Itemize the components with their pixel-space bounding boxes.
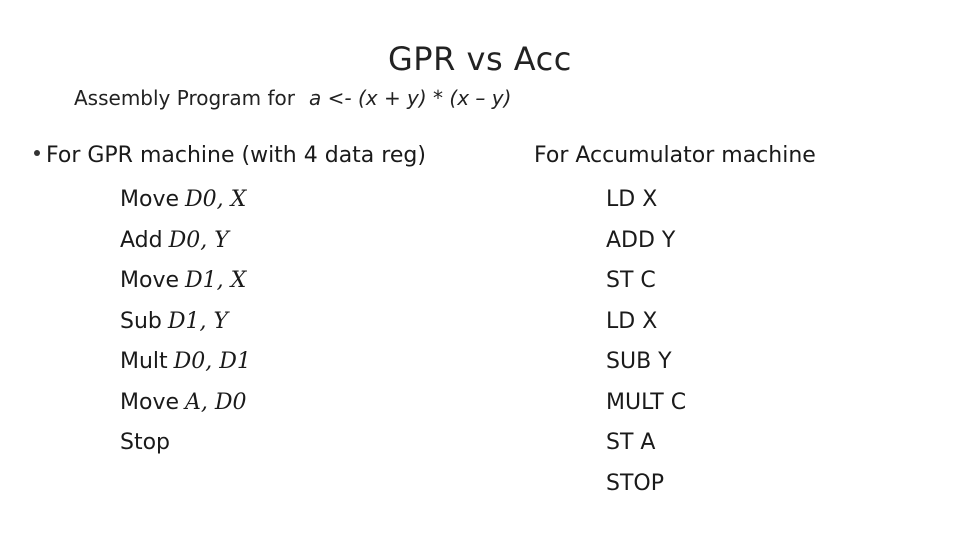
gpr-instruction [120, 261, 426, 302]
gpr-instruction [120, 423, 426, 464]
slide-title: GPR vs Acc [388, 40, 572, 78]
gpr-instruction [120, 221, 426, 262]
gpr-opcode: Move [120, 268, 179, 293]
gpr-opcode: Move [120, 389, 179, 415]
acc-heading: For Accumulator machine [534, 143, 816, 168]
acc-instruction: ST A [606, 430, 656, 455]
gpr-operands: D0, D1 [173, 349, 251, 374]
acc-column [534, 140, 816, 504]
acc-instruction-list [534, 180, 816, 504]
gpr-instruction [120, 180, 426, 221]
gpr-heading [34, 140, 426, 180]
gpr-opcode: Add [120, 227, 163, 253]
gpr-opcode: Sub [120, 308, 162, 334]
subtitle-prefix: Assembly Program for [74, 86, 295, 110]
acc-instruction: MULT C [606, 389, 687, 415]
gpr-heading-text: For GPR machine (with 4 data reg) [46, 143, 426, 168]
gpr-opcode: Stop [120, 430, 171, 455]
gpr-instruction-list [34, 180, 426, 464]
acc-instruction: LD X [606, 187, 658, 212]
slide-subtitle [74, 86, 511, 110]
bullet-icon [34, 150, 40, 156]
gpr-instruction [120, 383, 426, 424]
gpr-operands: D0, Y [168, 227, 229, 253]
subtitle-expression: a <- (x + y) * (x – y) [309, 86, 512, 110]
acc-instruction: LD X [606, 308, 658, 334]
gpr-operands: D0, X [185, 187, 247, 212]
gpr-operands: D1, Y [167, 308, 229, 334]
acc-instruction: ADD Y [606, 227, 676, 253]
gpr-operands: D1, X [185, 268, 247, 293]
acc-instruction: STOP [606, 470, 664, 496]
gpr-instruction [120, 302, 426, 343]
acc-instruction: ST C [606, 268, 656, 293]
gpr-opcode: Move [120, 187, 179, 212]
acc-instruction: SUB Y [606, 349, 672, 374]
gpr-operands: A, D0 [185, 389, 247, 415]
gpr-instruction [120, 342, 426, 383]
gpr-opcode: Mult [120, 349, 168, 374]
gpr-column [34, 140, 426, 464]
